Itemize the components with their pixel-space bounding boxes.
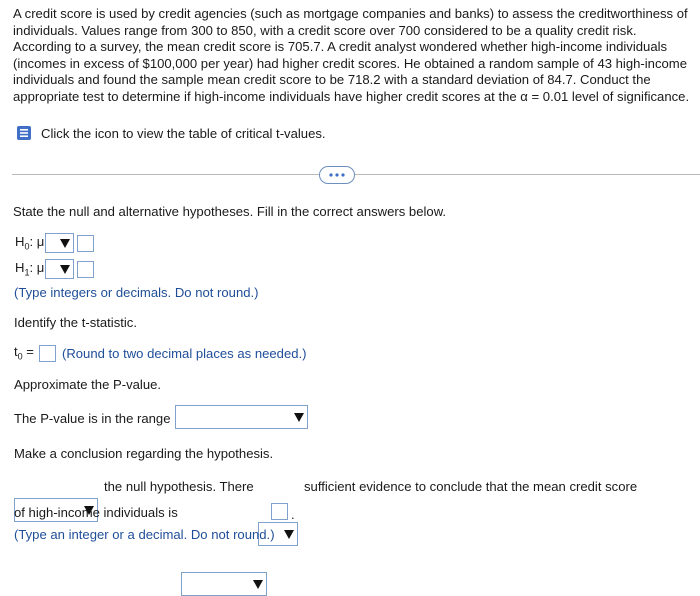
- critical-values-link[interactable]: [16, 125, 326, 141]
- conclusion-text-2: sufficient evidence to conclude that the mean credit score: [304, 479, 638, 494]
- divider: [12, 174, 700, 175]
- more-icon: [327, 172, 347, 178]
- tool-icon[interactable]: [16, 125, 34, 141]
- h0-operator-dropdown[interactable]: [45, 233, 74, 253]
- chevron-down-icon: [284, 530, 294, 539]
- pvalue-range-dropdown[interactable]: [175, 405, 308, 429]
- more-button[interactable]: [319, 166, 355, 184]
- chevron-down-icon: [60, 265, 70, 274]
- h1-value-input[interactable]: [77, 261, 94, 278]
- hypotheses-instruction: State the null and alternative hypotheses. Fill in the correct answers below.: [13, 204, 447, 219]
- chevron-down-icon: [253, 580, 263, 589]
- h0-label: $H_0$: μ: [15, 234, 45, 252]
- conclusion-hint: (Type an integer or a decimal. Do not round.): [14, 527, 275, 542]
- tstat-prompt: Identify the t-statistic.: [14, 315, 137, 330]
- tstat-row: [14, 343, 307, 363]
- h0-value-input[interactable]: [77, 235, 94, 252]
- pvalue-prompt: Approximate the P-value.: [14, 377, 162, 392]
- conclusion-text-1: the null hypothesis. There: [104, 479, 254, 494]
- tstat-label: $t_0$ =: [14, 344, 34, 362]
- problem-statement: A credit score is used by credit agencies (such as mortgage companies and banks) to assess the creditworthiness of individuals. Values range from 300 to 850, with a credit score over 700 considered to be a quality credit risk. According to a survey, the mean credit score is 705.7. A credit analyst wondered whether high-income individuals (incomes in excess of $100,000 per year) had higher credit scores. He obtained a random sample of 43 high-income individuals and found the sample mean credit score to be 718.2 with a standard deviation of 84.7. Conduct the appropriate test to determine if high-income individuals have higher credit scores at the α = 0.01 level of significance.: [13, 6, 690, 104]
- h1-label: $H_1$: μ: [15, 260, 45, 278]
- h0-row: [15, 233, 94, 253]
- chevron-down-icon: [60, 239, 70, 248]
- comparison-dropdown[interactable]: [181, 572, 267, 596]
- h1-row: [15, 259, 94, 279]
- conclusion-text-3: of high-income individuals is: [14, 505, 178, 520]
- tstat-hint: (Round to two decimal places as needed.): [61, 345, 307, 361]
- conclusion-prompt: Make a conclusion regarding the hypothesis.: [14, 446, 274, 461]
- chevron-down-icon: [294, 413, 304, 422]
- tstat-input[interactable]: [39, 345, 56, 362]
- hypotheses-hint: (Type integers or decimals. Do not round.): [14, 285, 259, 300]
- critical-values-label[interactable]: Click the icon to view the table of critical t-values.: [41, 125, 326, 141]
- h1-operator-dropdown[interactable]: [45, 259, 74, 279]
- conclusion-value-input[interactable]: [271, 503, 288, 520]
- pvalue-range-label: The P-value is in the range: [14, 411, 171, 426]
- period: .: [291, 507, 295, 522]
